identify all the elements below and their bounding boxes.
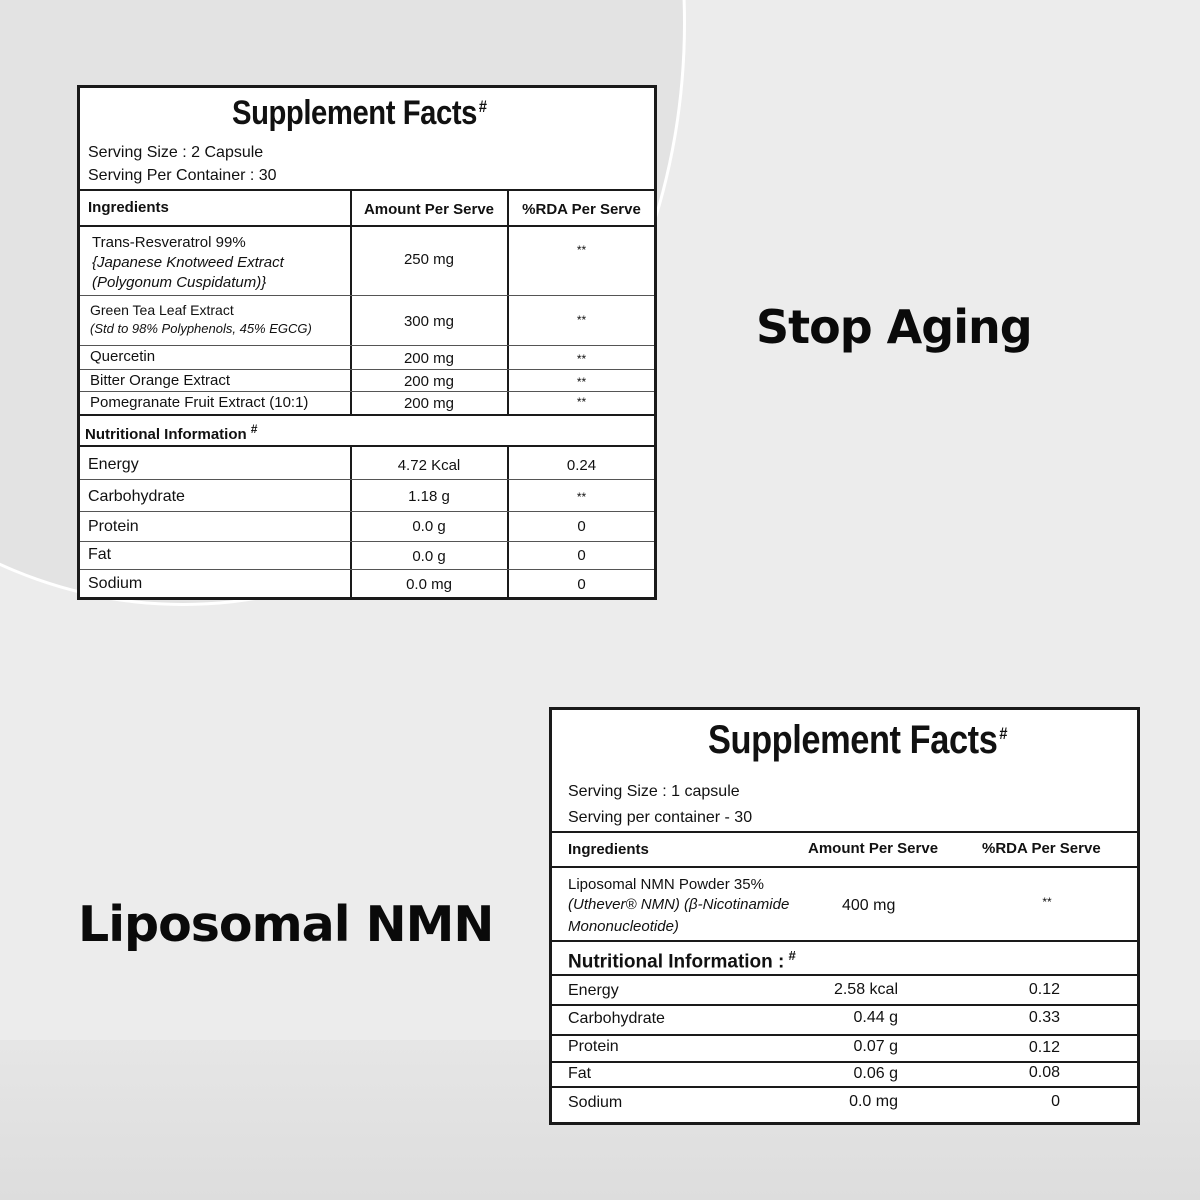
nutrient-name: Fat — [88, 546, 112, 563]
nutrient-rda: 0 — [577, 547, 586, 564]
divider — [80, 295, 654, 296]
column-header-amount: Amount Per Serve — [808, 840, 939, 857]
column-header-amount: Amount Per Serve — [363, 201, 495, 218]
nutrient-rda: 0.33 — [1028, 1009, 1060, 1026]
nutrient-rda: 0.24 — [566, 457, 597, 474]
nutrient-amount: 0.07 g — [853, 1038, 898, 1055]
serving-size: Serving Size : 2 Capsule — [88, 144, 264, 161]
ingredient-name: Quercetin — [90, 348, 156, 365]
nutrient-amount: 2.58 kcal — [833, 981, 898, 998]
nutrition-heading-text: Nutritional Information : — [568, 951, 785, 973]
nutrient-name: Energy — [568, 982, 619, 999]
ingredient-detail: {Japanese Knotweed Extract — [92, 254, 284, 271]
divider — [80, 369, 654, 370]
divider — [80, 569, 654, 570]
serving-per-container: Serving per container - 30 — [568, 809, 753, 826]
headline-liposomal-nmn: Liposomal NMN — [78, 896, 494, 953]
nutrient-rda: 0 — [1051, 1093, 1060, 1110]
divider — [552, 1086, 1137, 1088]
divider — [80, 479, 654, 480]
divider — [80, 225, 654, 227]
divider — [80, 391, 654, 392]
panel-title-text: Supplement Facts — [232, 94, 477, 132]
divider — [552, 1061, 1137, 1063]
ingredient-rda: ** — [576, 352, 587, 366]
supplement-facts-panel-liposomal-nmn — [549, 707, 1140, 1125]
column-header-ingredients: Ingredients — [88, 199, 169, 216]
nutrient-rda: 0.08 — [1028, 1064, 1060, 1081]
ingredient-rda: ** — [576, 313, 587, 327]
divider — [552, 1004, 1137, 1006]
nutrient-amount: 0.0 mg — [849, 1093, 898, 1110]
nutrient-amount: 4.72 Kcal — [397, 457, 461, 474]
nutrient-amount: 0.06 g — [853, 1065, 898, 1082]
nutrient-rda: 0.12 — [1028, 1039, 1060, 1056]
nutrient-name: Fat — [568, 1065, 592, 1082]
nutrient-name: Protein — [88, 518, 139, 535]
nutrient-rda: 0 — [577, 576, 586, 593]
divider — [552, 974, 1137, 976]
ingredient-amount: 200 mg — [403, 395, 455, 412]
divider — [80, 541, 654, 542]
nutrition-heading-text: Nutritional Information — [85, 426, 247, 443]
ingredient-amount: 250 mg — [403, 251, 455, 268]
ingredient-amount: 200 mg — [403, 350, 455, 367]
nutrient-rda: 0.12 — [1028, 981, 1060, 998]
panel-title — [708, 718, 1007, 763]
title-mark: # — [999, 723, 1007, 743]
ingredient-name: Green Tea Leaf Extract — [90, 302, 234, 318]
divider — [80, 445, 654, 447]
column-header-rda: %RDA Per Serve — [522, 201, 641, 218]
title-mark: # — [478, 96, 487, 116]
ingredient-name: Trans-Resveratrol 99% — [92, 234, 246, 251]
ingredient-detail: Mononucleotide) — [568, 918, 679, 935]
nutrient-rda: ** — [576, 490, 587, 504]
nutrient-name: Sodium — [88, 575, 143, 592]
ingredient-name: Liposomal NMN Powder 35% — [568, 876, 764, 893]
nutrient-name: Carbohydrate — [88, 488, 185, 505]
nutrient-name: Carbohydrate — [568, 1010, 665, 1027]
divider — [552, 1034, 1137, 1036]
ingredient-rda: ** — [576, 375, 587, 389]
divider — [80, 414, 654, 416]
divider — [80, 189, 654, 191]
nutrient-amount: 0.44 g — [853, 1009, 898, 1026]
column-header-rda: %RDA Per Serve — [982, 840, 1101, 857]
ingredient-amount: 200 mg — [403, 373, 455, 390]
nutrient-name: Energy — [88, 456, 139, 473]
headline-stop-aging: Stop Aging — [756, 300, 1032, 354]
serving-per-container: Serving Per Container : 30 — [88, 167, 277, 184]
nutrient-amount: 1.18 g — [408, 488, 450, 505]
nutrition-heading — [85, 422, 257, 443]
nutrition-heading — [568, 948, 796, 973]
nutrient-name: Protein — [568, 1038, 619, 1055]
divider — [552, 940, 1137, 942]
divider — [552, 831, 1137, 833]
ingredient-name: Pomegranate Fruit Extract (10:1) — [90, 394, 309, 411]
nutrient-amount: 0.0 g — [412, 518, 446, 535]
supplement-facts-panel-stop-aging — [77, 85, 657, 600]
ingredient-detail: (Polygonum Cuspidatum)} — [92, 274, 267, 291]
nutrient-name: Sodium — [568, 1094, 623, 1111]
divider — [80, 511, 654, 512]
ingredient-amount: 300 mg — [403, 313, 455, 330]
nutrition-mark: # — [788, 948, 796, 963]
serving-size: Serving Size : 1 capsule — [568, 783, 740, 800]
ingredient-rda: ** — [576, 243, 587, 257]
column-header-ingredients: Ingredients — [568, 841, 649, 858]
ingredient-name: Bitter Orange Extract — [90, 372, 231, 389]
divider — [80, 345, 654, 346]
ingredient-amount: 400 mg — [842, 897, 896, 914]
ingredient-rda: ** — [576, 395, 587, 409]
panel-title-text: Supplement Facts — [708, 718, 998, 762]
divider — [552, 866, 1137, 868]
ingredient-rda: ** — [1042, 895, 1052, 909]
nutrient-amount: 0.0 mg — [406, 576, 452, 593]
nutrition-mark: # — [250, 422, 258, 436]
ingredient-detail: (Std to 98% Polyphenols, 45% EGCG) — [90, 321, 312, 336]
panel-title — [232, 94, 486, 133]
ingredient-detail: (Uthever® NMN) (β-Nicotinamide — [568, 896, 790, 913]
nutrient-amount: 0.0 g — [412, 548, 446, 565]
nutrient-rda: 0 — [577, 518, 586, 535]
